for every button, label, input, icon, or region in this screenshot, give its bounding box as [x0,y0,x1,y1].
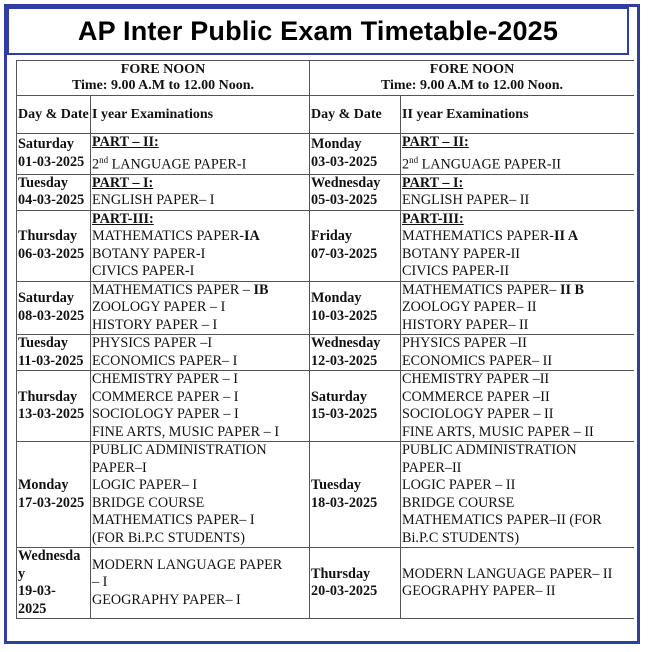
paper-name: FINE ARTS, MUSIC PAPER – I [92,423,280,440]
session-header-row [17,61,635,96]
r-day-date-cell [310,134,401,175]
math-paper: MATHEMATICS PAPER – [92,281,254,298]
l-day-date-cell [17,371,91,442]
l-day-date-cell [17,548,91,619]
paper-name: LOGIC PAPER – II [402,477,516,494]
paper-name: (FOR Bi.P.C STUDENTS) [92,529,245,546]
math-paper: MATHEMATICS PAPER- [402,228,555,245]
exam-day: Monday [311,136,362,153]
col-header-day-date-right: Day & Date [310,96,401,134]
exam-day: Saturday [18,136,74,153]
paper-name: ENGLISH PAPER– I [92,192,215,209]
exam-day: Wednesday [311,174,381,191]
exam-row [17,371,635,442]
paper-name: BRIDGE COURSE [92,494,205,511]
paper-name: LANGUAGE PAPER-II [418,156,562,173]
second-year-exam-cell [401,174,635,210]
l-day-date-cell [17,442,91,548]
math-paper-code: II A [554,228,579,245]
exam-part: PART-III: [402,210,464,227]
paper-name: BRIDGE COURSE [402,494,515,511]
exam-row [17,442,635,548]
exam-part: PART-III: [92,210,154,227]
paper-name: PUBLIC ADMINISTRATION [402,442,577,459]
exam-day: Monday [18,477,69,494]
second-year-exam-cell [401,335,635,371]
paper-name: BOTANY PAPER-II [402,245,521,262]
exam-date: 01-03-2025 [18,153,85,170]
exam-date: 19-03- [18,583,56,600]
exam-date: 12-03-2025 [311,352,378,369]
exam-date: 18-03-2025 [311,494,378,511]
first-year-exam-cell [91,210,310,281]
paper-line [92,152,308,174]
exam-date: 2025 [18,600,47,617]
second-year-exam-cell [401,371,635,442]
exam-row [17,174,635,210]
first-year-exam-cell [91,548,310,619]
paper-name: SOCIOLOGY PAPER – I [92,406,239,423]
language-number: 2 [402,156,410,173]
exam-part: PART – I: [92,174,154,191]
r-day-date-cell [310,442,401,548]
paper-name: ZOOLOGY PAPER– II [402,299,537,316]
paper-name: ZOOLOGY PAPER – I [92,299,226,316]
r-day-date-cell [310,335,401,371]
paper-name: COMMERCE PAPER – I [92,388,239,405]
exam-day: Thursday [311,565,371,582]
exam-date: 04-03-2025 [18,192,85,209]
first-year-exam-cell [91,335,310,371]
paper-name: MATHEMATICS PAPER– I [92,512,255,529]
paper-name: GEOGRAPHY PAPER– I [92,591,241,608]
session-time: Time: 9.00 A.M to 12.00 Noon. [71,78,255,93]
exam-row [17,335,635,371]
ordinal-suffix: nd [99,154,109,165]
paper-name: ECONOMICS PAPER– II [402,352,553,369]
second-year-exam-cell [401,134,635,175]
exam-day: Tuesday [311,477,361,494]
paper-name: CIVICS PAPER-II [402,263,510,280]
paper-name: – I [92,574,108,591]
r-day-date-cell [310,210,401,281]
paper-name: ECONOMICS PAPER– I [92,352,238,369]
exam-day: Saturday [311,388,367,405]
exam-row [17,281,635,335]
exam-day: Wednesday [311,335,381,352]
session-time: Time: 9.00 A.M to 12.00 Noon. [380,78,564,93]
col-header-second-year: II year Examinations [401,96,635,134]
paper-name: PHYSICS PAPER –I [92,335,213,352]
first-year-exam-cell [91,134,310,175]
r-day-date-cell [310,174,401,210]
exam-row [17,210,635,281]
paper-name: MODERN LANGUAGE PAPER– II [402,565,613,582]
exam-part: PART – II: [402,134,469,150]
exam-day: Tuesday [18,174,68,191]
session-label: FORE NOON [120,62,206,77]
math-paper-line [92,282,308,300]
math-paper: MATHEMATICS PAPER– [402,281,560,298]
col-header-first-year: I year Examinations [91,96,310,134]
paper-name: CIVICS PAPER-I [92,263,195,280]
column-header-row [17,96,635,134]
exam-date: 10-03-2025 [311,307,378,324]
paper-name: LANGUAGE PAPER-I [108,156,247,173]
exam-part: PART – I: [402,174,464,191]
exam-date: 05-03-2025 [311,192,378,209]
paper-name: CHEMISTRY PAPER – I [92,371,238,388]
page-title: AP Inter Public Exam Timetable-2025 [77,15,559,46]
paper-name: HISTORY PAPER– II [402,316,529,333]
exam-date: 20-03-2025 [311,583,378,600]
paper-name: SOCIOLOGY PAPER – II [402,406,554,423]
math-paper-line [402,228,633,246]
first-year-exam-cell [91,281,310,335]
exam-date: 11-03-2025 [18,352,84,369]
exam-date: 15-03-2025 [311,406,378,423]
exam-day: Tuesday [18,335,68,352]
l-day-date-cell [17,281,91,335]
r-day-date-cell [310,548,401,619]
first-year-exam-cell [91,371,310,442]
paper-name: CHEMISTRY PAPER –II [402,371,550,388]
paper-name: PAPER–II [402,459,462,476]
exam-date: 06-03-2025 [18,245,85,262]
math-paper-code: II B [559,281,584,298]
timetable-body [17,134,635,619]
l-day-date-cell [17,210,91,281]
exam-date: 03-03-2025 [311,153,378,170]
paper-name: LOGIC PAPER– I [92,477,198,494]
paper-name: PAPER–I [92,459,147,476]
exam-date: 17-03-2025 [18,494,85,511]
exam-row [17,134,635,175]
exam-day: Thursday [18,388,78,405]
exam-day: Monday [311,290,362,307]
paper-name: MATHEMATICS PAPER–II (FOR [402,512,602,529]
title-banner [7,7,629,55]
math-paper-line [92,228,308,246]
paper-name: BOTANY PAPER-I [92,245,206,262]
col-header-day-date-left: Day & Date [17,96,91,134]
session-header-right [310,61,635,96]
exam-day: Friday [311,228,352,245]
paper-name: PHYSICS PAPER –II [402,335,527,352]
math-paper: MATHEMATICS PAPER- [92,228,245,245]
exam-date: 13-03-2025 [18,406,85,423]
exam-day: Wednesda [18,548,81,565]
paper-name: HISTORY PAPER – I [92,316,218,333]
paper-name: FINE ARTS, MUSIC PAPER – II [402,423,594,440]
session-label: FORE NOON [429,62,515,77]
second-year-exam-cell [401,548,635,619]
exam-row [17,548,635,619]
exam-date: 07-03-2025 [311,245,378,262]
first-year-exam-cell [91,174,310,210]
second-year-exam-cell [401,210,635,281]
paper-name: MODERN LANGUAGE PAPER [92,556,283,573]
paper-name: COMMERCE PAPER –II [402,388,550,405]
paper-line [402,152,633,174]
second-year-exam-cell [401,281,635,335]
exam-day: Saturday [18,290,74,307]
second-year-exam-cell [401,442,635,548]
exam-day: y [18,565,26,582]
ordinal-suffix: nd [409,154,419,165]
l-day-date-cell [17,174,91,210]
session-header-left [17,61,310,96]
timetable [16,60,634,619]
paper-name: ENGLISH PAPER– II [402,192,530,209]
r-day-date-cell [310,281,401,335]
language-number: 2 [92,156,100,173]
paper-name: PUBLIC ADMINISTRATION [92,442,267,459]
exam-day: Thursday [18,228,78,245]
math-paper-code: IA [244,228,260,245]
first-year-exam-cell [91,442,310,548]
timetable-container [16,60,634,640]
exam-part: PART – II: [92,134,159,150]
l-day-date-cell [17,134,91,175]
exam-date: 08-03-2025 [18,307,85,324]
l-day-date-cell [17,335,91,371]
math-paper-line [402,282,633,300]
math-paper-code: IB [253,281,269,298]
paper-name: GEOGRAPHY PAPER– II [402,583,556,600]
r-day-date-cell [310,371,401,442]
paper-name: Bi.P.C STUDENTS) [402,529,520,546]
